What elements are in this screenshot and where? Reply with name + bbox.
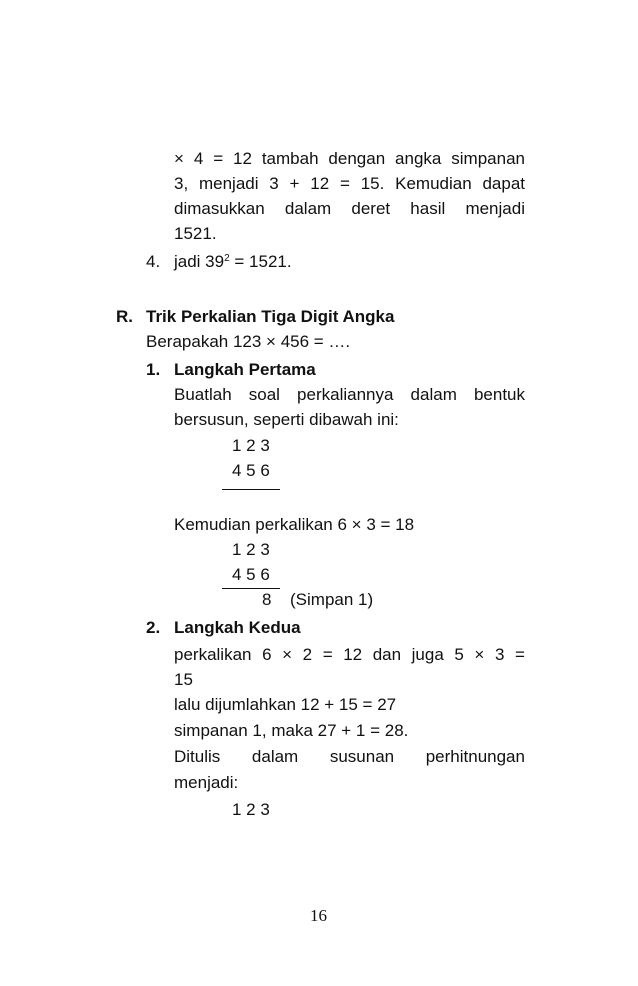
word: dan	[372, 645, 402, 664]
word: tambah	[261, 149, 319, 168]
word: ×	[174, 149, 184, 168]
step-1-line-2: bersusun, seperti dibawah ini:	[174, 410, 399, 429]
word: dengan	[328, 149, 386, 168]
step-2-line-3: lalu dijumlahkan 12 + 15 = 27	[174, 695, 397, 714]
cont-line-2	[174, 172, 525, 196]
cont-line-4: 1521.	[174, 224, 217, 243]
section-letter: R.	[116, 307, 133, 326]
word: 2	[302, 645, 313, 664]
word: dalam	[410, 385, 457, 404]
word: juga	[411, 645, 444, 664]
word: perkaliannya	[297, 385, 394, 404]
word: dalam	[251, 747, 299, 766]
word: 3,	[174, 174, 189, 193]
step-2-title: Langkah Kedua	[174, 618, 301, 637]
word: dapat	[482, 174, 525, 193]
word: menjadi	[198, 174, 259, 193]
multiplicand-2: 1 2 3	[232, 540, 270, 559]
word: Buatlah	[174, 385, 232, 404]
sum-rule-1	[222, 489, 280, 490]
word: 12	[343, 645, 363, 664]
word: 3	[269, 174, 279, 193]
multiplicand-3: 1 2 3	[232, 800, 270, 819]
word: susunan	[329, 747, 395, 766]
word: =	[339, 174, 350, 193]
step-2-number: 2.	[146, 618, 161, 637]
word: perkalikan	[174, 645, 252, 664]
step-4-superscript: 2	[224, 253, 230, 264]
carry-note: (Simpan 1)	[290, 590, 374, 609]
word: simpanan	[451, 149, 525, 168]
step-4-number: 4.	[146, 252, 161, 271]
word: =	[514, 645, 525, 664]
step-2-line-2: 15	[174, 670, 193, 689]
word: dimasukkan	[174, 199, 265, 218]
step-1-number: 1.	[146, 360, 161, 379]
step-1-title: Langkah Pertama	[174, 360, 316, 379]
word: menjadi	[465, 199, 525, 218]
word: soal	[248, 385, 280, 404]
word: 4	[193, 149, 204, 168]
multiplicand-1: 1 2 3	[232, 436, 270, 455]
step-2-line-6: menjadi:	[174, 773, 239, 792]
step-1-line-1	[174, 383, 525, 407]
word: perhitnungan	[425, 747, 525, 766]
word: =	[322, 645, 333, 664]
section-title: Trik Perkalian Tiga Digit Angka	[146, 307, 395, 326]
word: 5	[454, 645, 464, 664]
step-4-text-a: jadi 39	[174, 252, 225, 271]
step-4-text-b: = 1521.	[229, 252, 292, 271]
step-2-line-4: simpanan 1, maka 27 + 1 = 28.	[174, 721, 409, 740]
section-question: Berapakah 123 × 456 = ….	[146, 332, 351, 351]
page-number: 16	[310, 906, 327, 925]
word: 15.	[360, 174, 385, 193]
cont-line-1	[174, 147, 525, 171]
word: =	[213, 149, 224, 168]
word: dalam	[284, 199, 332, 218]
word: 6	[262, 645, 272, 664]
word: 3	[494, 645, 505, 664]
step-4-text	[174, 250, 292, 274]
word: Ditulis	[174, 747, 221, 766]
step-2-line-1	[174, 643, 525, 667]
multiplier-2: 4 5 6	[232, 565, 270, 584]
multiplier-1: 4 5 6	[232, 461, 270, 480]
word: deret	[351, 199, 391, 218]
word: angka	[395, 149, 442, 168]
word: +	[289, 174, 300, 193]
word: 12	[233, 149, 252, 168]
word: Kemudian	[395, 174, 472, 193]
word: hasil	[410, 199, 446, 218]
step-1-then: Kemudian perkalikan 6 × 3 = 18	[174, 515, 415, 534]
word: bentuk	[473, 385, 525, 404]
word: ×	[282, 645, 293, 664]
word: 12	[310, 174, 330, 193]
step-2-line-5	[174, 745, 525, 769]
cont-line-3	[174, 197, 525, 221]
word: ×	[474, 645, 485, 664]
result-digit: 8	[262, 590, 272, 609]
